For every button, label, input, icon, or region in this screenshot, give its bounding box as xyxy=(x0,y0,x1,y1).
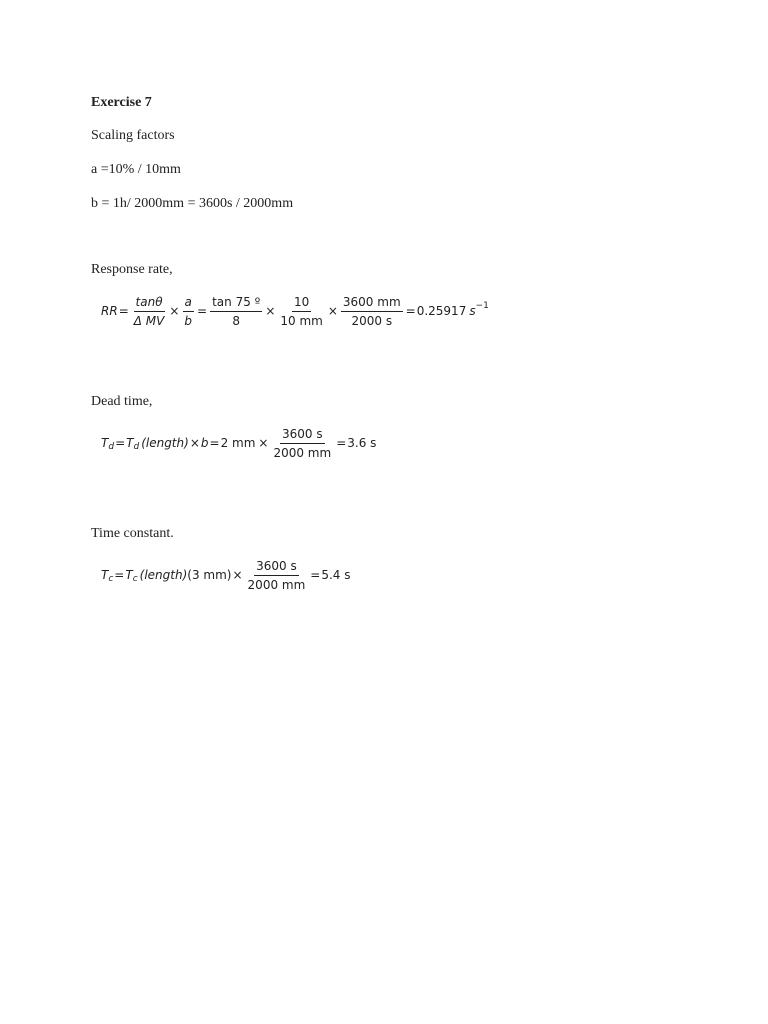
rr-unit: s xyxy=(469,304,476,318)
scaling-a-line: a =10% / 10mm xyxy=(91,162,181,177)
dt-rhs-sub: d xyxy=(133,442,140,452)
rr-f5-numerator: 3600 mm xyxy=(341,295,403,312)
dt-fraction xyxy=(271,427,333,460)
rr-fraction-1 xyxy=(132,295,167,328)
scaling-b-line: b = 1h/ 2000mm = 3600s / 2000mm xyxy=(91,196,294,211)
rr-f3-denominator: 8 xyxy=(232,313,241,328)
rr-fraction-5 xyxy=(341,295,403,328)
exercise-title: Exercise 7 xyxy=(91,95,152,110)
rr-f2-denominator: b xyxy=(184,313,193,328)
dt-b: b xyxy=(200,436,209,450)
time-constant-equation: T c = T c (length) (3 mm) × $\frac{3600 s}{2000 mm}$ = 5.4 s xyxy=(101,558,351,592)
rr-f4-denominator: 10 mm xyxy=(280,313,323,328)
tc-value: (3 mm) xyxy=(187,568,232,582)
tc-lhs-sub: c xyxy=(108,574,114,584)
rr-fraction-2 xyxy=(182,295,194,328)
rr-f4-numerator: 10 xyxy=(292,295,311,312)
rr-f3-numerator: tan 75 º xyxy=(210,295,262,312)
time-constant-label: Time constant. xyxy=(91,526,174,541)
dt-lhs: T xyxy=(101,436,109,450)
rr-result: 0.25917 xyxy=(416,304,467,318)
dead-time-equation: T d = T d (length) × b = 2 mm × $\frac{3600 s}{2000 mm}$ = 3.6 s xyxy=(101,426,377,460)
tc-rhs: T xyxy=(125,568,133,582)
tc-rhs-sub: c xyxy=(132,574,138,584)
rr-f1-denominator: Δ MV xyxy=(133,313,165,328)
response-rate-equation: RR = $\frac{\tan\theta}{\text{Δ MV}}$ × $\frac{a}{b}$ = $\frac{\text{tan 75 º}}{8}$ × $\frac{10}{10 mm}$ × $\frac{3600 mm}{2000 s}$ = 0.25917 s −1 xyxy=(101,294,489,328)
dt-frac-numerator: 3600 s xyxy=(280,427,325,444)
tc-length: (length) xyxy=(139,568,188,582)
response-rate-label: Response rate, xyxy=(91,262,173,277)
dead-time-label: Dead time, xyxy=(91,394,153,409)
dt-frac-denominator: 2000 mm xyxy=(273,445,332,460)
dt-length: (length) xyxy=(141,436,189,450)
rr-f1-numerator: tanθ xyxy=(134,295,165,312)
dt-rhs: T xyxy=(126,436,134,450)
rr-fraction-4 xyxy=(278,295,324,328)
tc-frac-numerator: 3600 s xyxy=(254,559,299,576)
tc-frac-denominator: 2000 mm xyxy=(247,577,306,592)
rr-lhs: RR xyxy=(101,304,118,318)
rr-f5-denominator: 2000 s xyxy=(351,313,393,328)
tc-result: 5.4 s xyxy=(321,568,351,582)
rr-exponent: −1 xyxy=(475,301,489,311)
rr-fraction-3 xyxy=(210,295,262,328)
tc-fraction xyxy=(246,559,308,592)
dt-result: 3.6 s xyxy=(347,436,377,450)
dt-lhs-sub: d xyxy=(108,442,115,452)
dt-value: 2 mm xyxy=(220,436,256,450)
tc-lhs: T xyxy=(101,568,109,582)
rr-f2-numerator: a xyxy=(183,295,194,312)
scaling-heading: Scaling factors xyxy=(91,128,175,143)
